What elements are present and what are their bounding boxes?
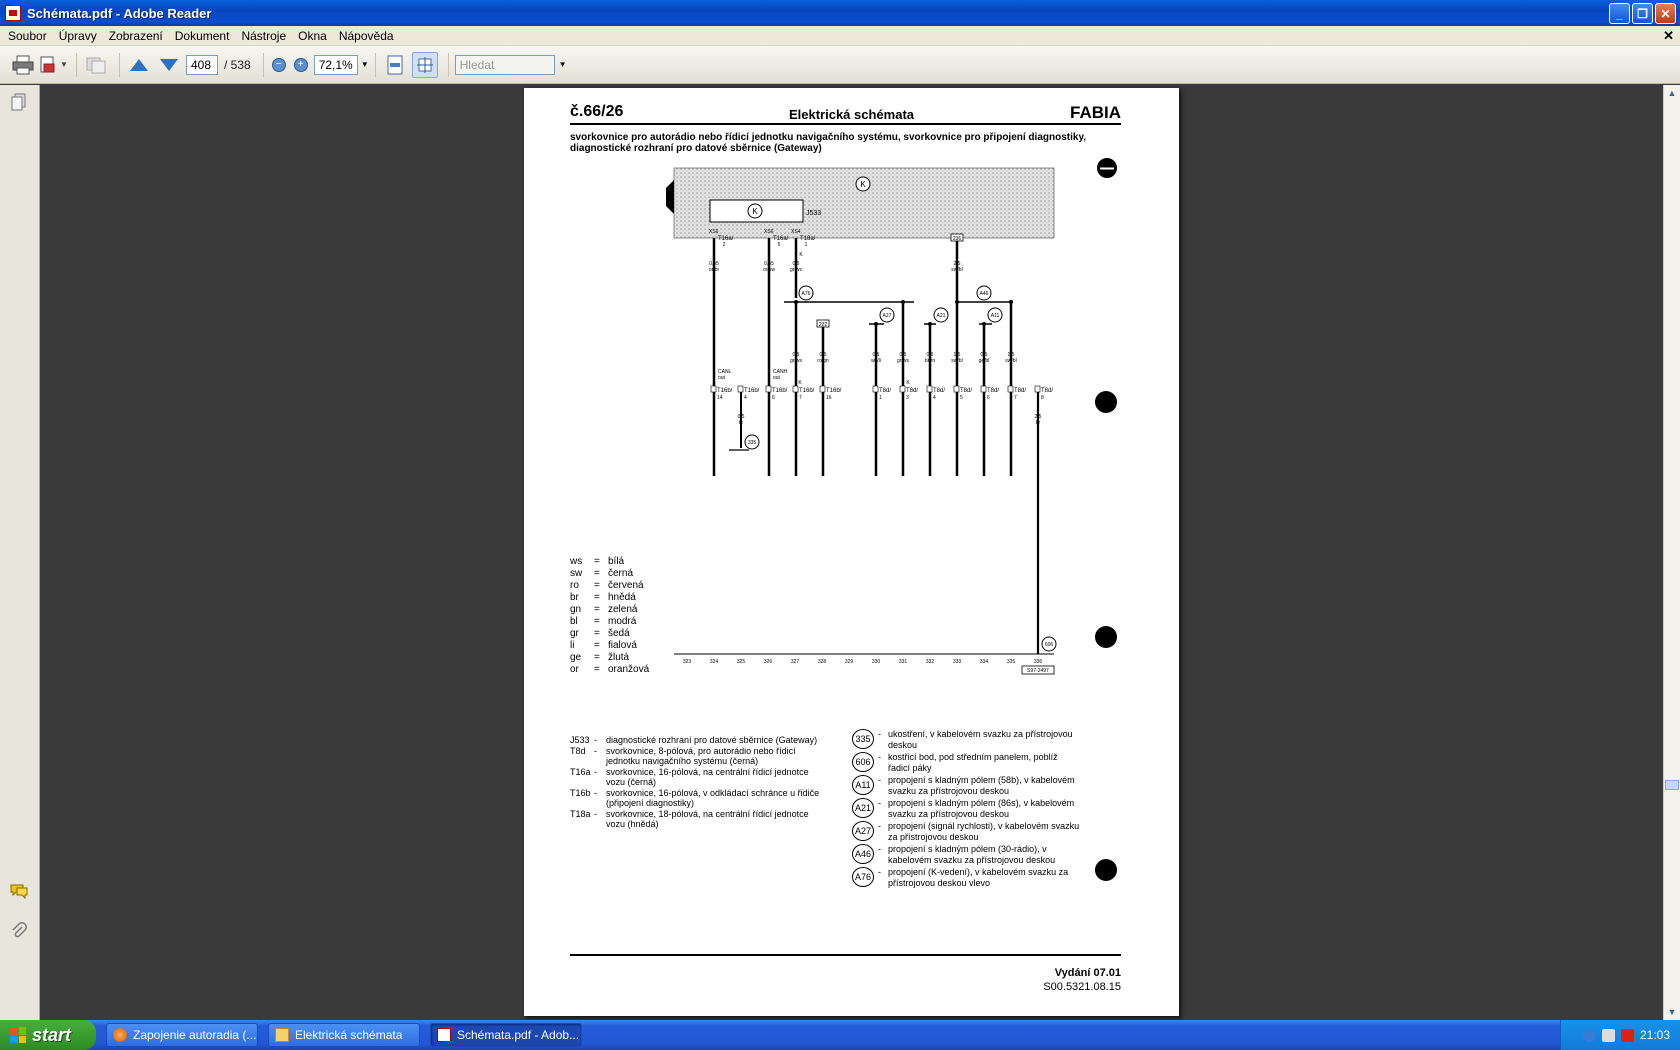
junction-dot [1009,300,1013,304]
k-line-label: K [906,380,910,386]
footer-rule [570,954,1121,956]
wire-color: sw/bl [951,358,963,364]
bottom-terminal-label: T8d/ [879,388,892,394]
fit-width-button[interactable] [412,52,438,78]
previous-page-button[interactable] [126,52,152,78]
wire-color: sw/bl [1005,358,1017,364]
wire-color: gr/ws [790,358,802,364]
bottom-terminal-label: T16b/ [744,388,760,394]
a76-label: A76 [801,291,811,297]
bottom-terminal-number: 6 [772,395,775,401]
review-icon [85,55,107,75]
edition-label: Vydání 07.01 [1054,967,1121,979]
bottom-terminal-label: T16b/ [717,388,733,394]
components-list [570,735,830,830]
component-row: J533 - diagnostické rozhraní pro datové sběrnice (Gateway) [570,735,818,745]
terminal-box [766,386,771,392]
legend-row: br = hnědá [570,592,636,603]
terminal-box [820,386,825,392]
a27-label: A27 [882,313,892,319]
folder-icon [275,1028,289,1042]
legend-row: ws = bílá [570,556,625,567]
wire-gauge: 0,35 [764,261,774,267]
wire-color: sw/bl [951,267,963,273]
component-row: T8d - svorkovnice, 8-pólová, pro autorádio nebo řídicí jednotku navigačního systému (černá) [570,745,796,766]
minimize-button[interactable]: _ [1609,3,1630,24]
legend-row: gr = šedá [570,628,630,639]
zoom-in-icon: + [294,58,308,72]
bottom-terminal-label: T8d/ [1014,388,1027,394]
bottom-terminal-number: 14 [717,395,723,401]
start-label: start [32,1024,72,1045]
windows-flag-icon [10,1027,26,1043]
menu-dokument[interactable]: Dokument [174,28,230,43]
junction-dot [928,322,932,326]
doc-number: č.66/26 [570,103,624,120]
network-icon[interactable] [1583,1029,1596,1042]
component-row: T18a - svorkovnice, 18-pólová, na centrální řídicí jednotce vozu (hnědá) [570,808,809,829]
scroll-thumb[interactable] [1665,780,1679,790]
point-row: A21 - propojení s kladným pólem (86s), v kabelovém svazku za přístrojovou deskou [852,798,1082,819]
ruler-number: 331 [898,659,908,665]
ruler-number: 333 [952,659,962,665]
terminal-box [1008,386,1013,392]
terminal-box [738,386,743,392]
terminal-box [900,386,905,392]
ruler-number: 325 [736,659,746,665]
pages-panel-icon[interactable] [8,91,30,113]
connector-222-label: 222 [818,322,828,328]
color-legend [570,556,649,676]
bottom-terminal-number: 16 [826,395,832,401]
ruler-number: 329 [844,659,854,665]
wire-gauge: 0,5 [792,261,800,267]
wire-color: ge/bl [978,358,990,364]
zoom-in-button[interactable] [292,52,310,78]
canl-label: out [718,375,725,381]
wire-color: gr/ws [897,358,909,364]
bottom-terminal-number: 8 [1041,395,1044,401]
junction-dot [874,322,878,326]
bottom-terminal-label: T8d/ [933,388,946,394]
canl-label: CANL [718,369,732,375]
j533-label: J533 [806,210,822,217]
brand-name: FABIA [1070,103,1121,122]
wire-color: br [1035,420,1041,426]
junction-dot [794,300,798,304]
menu-zobrazeni[interactable]: Zobrazení [108,28,163,43]
menu-napoveda[interactable]: Nápověda [338,28,394,43]
doc-title: Elektrická schémata [788,107,915,122]
component-row: T16b - svorkovnice, 16-pólová, v odkládací schránce u řidiče (připojení diagnostiky) [570,787,820,808]
maximize-button[interactable]: ❐ [1632,3,1653,24]
ruler-number: 323 [682,659,692,665]
ruler-number: 332 [925,659,935,665]
ruler-number: 324 [709,659,719,665]
ruler-number: 327 [790,659,800,665]
clock: 21:03 [1639,1028,1670,1042]
top-terminal-number: 2 [722,242,726,248]
taskbar-item-folder[interactable]: Elektrická schémata [268,1023,420,1047]
ruler-number: 334 [979,659,989,665]
export-button[interactable]: ▼ [40,52,66,78]
wire-gauge: 0,5 [926,352,934,358]
search-dropdown-icon[interactable]: ▼ [558,60,567,69]
document-reference: S00.5321.08.15 [1043,981,1121,993]
ground-335-label: 335 [747,440,757,446]
fit-width-icon [416,56,434,74]
k-label-j533: K [752,207,758,216]
volume-icon[interactable] [1602,1029,1615,1042]
close-button[interactable]: ✕ [1655,3,1676,24]
k-line-label: K [799,252,803,258]
legend-row: ge = žlutá [570,652,630,663]
bottom-terminal-number: 7 [1014,395,1017,401]
canh-label: CANH [773,369,788,375]
ruler-number: 330 [871,659,881,665]
bottom-terminal-number: 6 [987,395,990,401]
point-row: A46 - propojení s kladným pólem (30-rádio), v kabelovém svazku za přístrojovou deskou [852,844,1082,865]
bottom-terminal-label: T16b/ [826,388,842,394]
top-terminal-number: 1 [804,242,808,248]
wire-gauge: 0,5 [792,352,800,358]
taskbar-item-adobe-reader[interactable]: Schémata.pdf - Adob... [430,1023,582,1047]
wire-color: br/ro [924,358,936,364]
bottom-terminal-label: T8d/ [1041,388,1054,394]
scroll-up-icon[interactable]: ▲ [1667,88,1677,98]
zoom-out-icon: − [272,58,286,72]
document-view[interactable] [41,85,1663,1020]
attachments-panel-icon[interactable] [8,920,30,942]
wire-gauge: 0,5 [737,414,745,420]
a11-label: A11 [990,313,1000,319]
top-pin-label: XS6 [764,229,774,235]
page-total: / 538 [224,57,251,72]
junction-dot [982,322,986,326]
menu-nastroje[interactable]: Nástroje [241,28,287,43]
bottom-terminal-number: 4 [744,395,747,401]
legend-row: li = fialová [570,640,637,651]
pdf-icon [437,1028,451,1042]
review-button[interactable] [83,52,109,78]
wire-color: or/sw [763,267,775,273]
bottom-terminal-number: 5 [960,395,963,401]
wire-gauge: 2,5 [1034,414,1042,420]
canh-label: out [773,375,780,381]
junction-dot [955,300,959,304]
bottom-terminal-number: 7 [799,395,802,401]
toolbar [0,46,1680,84]
system-tray [1560,1020,1680,1050]
binding-hole [1095,626,1117,648]
bottom-terminal-label: T16b/ [799,388,815,394]
ref-label: S97-2497 [1027,668,1049,674]
bottom-terminal-label: T8d/ [987,388,1000,394]
connector-236-label: 236 [952,236,962,242]
legend-row: sw = černá [570,568,634,579]
top-pin-label: XS6 [709,229,719,235]
wire-gauge: 0,35 [709,261,719,267]
pdf-page [524,88,1179,1016]
taskbar [0,1020,1680,1050]
binding-hole [1095,859,1117,881]
terminal-box [873,386,878,392]
a46-label: A46 [979,291,989,297]
top-terminal-label: T18a/ [800,236,816,242]
document-export-icon [38,55,60,75]
top-pin-label: XS4 [791,229,801,235]
zoom-input[interactable]: 72,1% [314,55,358,75]
terminal-box [793,386,798,392]
legend-row: bl = modrá [570,616,637,627]
search-input[interactable]: Hledat [455,55,555,75]
wire-color: br [738,420,744,426]
top-terminal-number: 5 [777,242,781,248]
navigation-pane [0,85,40,1020]
binding-hole [1095,391,1117,413]
ruler-number: 335 [1006,659,1016,665]
bottom-terminal-label: T8d/ [960,388,973,394]
terminal-box [927,386,932,392]
point-row: A11 - propojení s kladným pólem (58b), v kabelovém svazku za přístrojovou deskou [852,775,1082,796]
fit-page-icon [386,55,404,75]
legend-row: gn = zelená [570,604,638,615]
wire-gauge: 0,5 [872,352,880,358]
terminal-box [954,386,959,392]
top-terminal-label: T16a/ [773,236,789,242]
firefox-icon [113,1028,127,1042]
legend-row: or = oranžová [570,664,650,675]
zoom-out-button[interactable] [270,52,288,78]
point-row: A76 - propojení (K-vedení), v kabelovém svazku za přístrojovou deskou vlevo [852,867,1082,888]
ruler-number: 326 [763,659,773,665]
page-subtitle: svorkovnice pro autorádio nebo řídicí jednotku navigačního systému, svorkovnice pro připojení diagnostiky, diagnostické rozhraní pro datové sběrnice (Gateway) [570,132,1087,154]
component-row: T16a - svorkovnice, 16-pólová, na centrální řídicí jednotce vozu (černá) [570,766,809,787]
k-label-top: K [860,180,866,189]
menu-soubor[interactable]: Soubor [8,28,47,43]
bottom-terminal-number: 3 [906,395,909,401]
wire-gauge: 0,5 [819,352,827,358]
bottom-terminal-label: T8d/ [906,388,919,394]
wire-gauge: 0,5 [899,352,907,358]
menu-bar [0,26,1680,46]
arrow-up-icon [130,59,148,71]
pdf-app-icon [5,5,21,21]
point-row: 606 - kostřicí bod, pod středním panelem, poblíž řadicí páky [852,752,1082,773]
antivirus-icon[interactable] [1621,1029,1634,1042]
ruler-number: 336 [1033,659,1043,665]
point-row: A27 - propojení (signál rychlosti), v kabelovém svazku za přístrojovou deskou [852,821,1082,842]
vertical-scrollbar[interactable] [1663,85,1680,1020]
page-edge-marker [666,180,674,214]
window-title: Schémata.pdf - Adobe Reader [27,5,212,21]
wire-color: ws/li [871,358,881,364]
menu-okna[interactable]: Okna [298,28,327,43]
scroll-down-icon[interactable]: ▼ [1667,1007,1677,1017]
wire-gauge: 0,5 [980,352,988,358]
legend-row: ro = červená [570,580,644,591]
arrow-down-icon [160,59,178,71]
binding-hole-partial [1097,158,1117,178]
bottom-terminal-number: 4 [933,395,936,401]
terminal-box [981,386,986,392]
top-terminal-label: T16a/ [718,236,734,242]
bottom-terminal-number: 1 [879,395,882,401]
wire-gauge: 2,5 [953,261,961,267]
wire-gauge: 1,5 [1007,352,1015,358]
k-line-label: K [798,380,802,386]
print-button[interactable] [10,52,36,78]
wire-gauge: 1,5 [953,352,961,358]
page-number-input[interactable]: 408 [186,55,218,75]
start-button[interactable] [0,1020,96,1050]
menu-upravy[interactable]: Úpravy [58,28,97,43]
bottom-terminal-label: T16b/ [772,388,788,394]
wire-color: or/br [708,267,720,273]
taskbar-item-firefox[interactable]: Zapojenie autoradia (... [106,1023,258,1047]
a21-label: A21 [936,313,946,319]
point-row: 335 - ukostření, v kabelovém svazku za přístrojovou deskou [852,729,1082,750]
wire-color: gr/ws [790,267,802,273]
comments-panel-icon[interactable] [8,880,30,902]
wire-color: ro/gn [817,358,829,364]
ground-606-label: 606 [1044,642,1054,648]
junction-dot [901,300,905,304]
title-bar [0,0,1680,26]
zoom-dropdown-icon[interactable]: ▼ [360,60,369,69]
document-close-button[interactable]: ✕ [1663,28,1674,43]
printer-icon [12,55,34,75]
ruler-number: 328 [817,659,827,665]
terminal-box [1035,386,1040,392]
terminal-box [711,386,716,392]
points-list [852,729,1082,890]
next-page-button[interactable] [156,52,182,78]
fit-page-button[interactable] [382,52,408,78]
